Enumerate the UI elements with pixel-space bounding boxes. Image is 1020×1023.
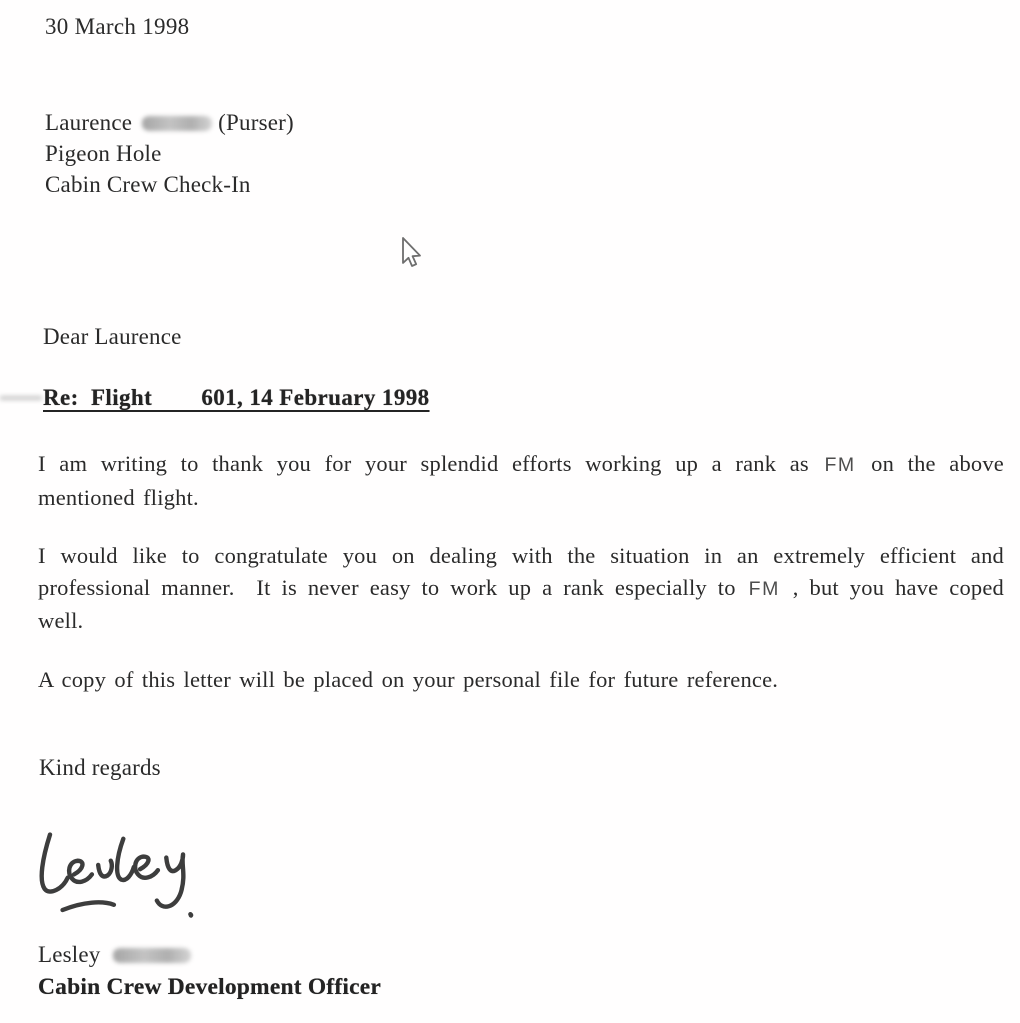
paragraph-1-text-a: I am writing to thank you for your splendid efforts working up a rank as — [38, 451, 809, 476]
recipient-address-line-1: Pigeon Hole — [45, 141, 162, 166]
mouse-cursor-icon — [398, 236, 424, 275]
fm-rank-label: FM — [824, 454, 856, 476]
paragraph-1-text-b: on the above mentioned flight. — [38, 451, 1004, 510]
handwritten-signature — [33, 822, 243, 937]
paragraph-2-text-b: , but you have coped well. — [38, 574, 1005, 633]
sender-title: Cabin Crew Development Officer — [38, 974, 381, 1000]
paragraph-2-text-a: I would like to congratulate you on dealing with the situation in an extremely efficient and professional manner. It is never easy to work up a rank especially to — [38, 543, 1004, 600]
subject-line: Re: Flight 601, 14 February 1998 — [43, 385, 430, 410]
recipient-address-line-2: Cabin Crew Check-In — [45, 172, 251, 197]
fm-rank-label: FM — [748, 577, 780, 600]
recipient-role: (Purser) — [218, 110, 294, 135]
closing-line: Kind regards — [39, 755, 161, 780]
sender-block — [38, 939, 381, 1003]
sender-first-name: Lesley — [38, 942, 101, 967]
paragraph-3: A copy of this letter will be placed on your personal file for future reference. — [38, 667, 779, 692]
redacted-surname — [142, 116, 212, 131]
recipient-first-name: Laurence — [45, 110, 133, 135]
recipient-name-line — [45, 107, 294, 138]
recipient-block — [45, 107, 294, 200]
letter-date: 30 March 1998 — [45, 14, 190, 39]
sender-name-line — [38, 939, 381, 971]
scan-smudge-artifact — [0, 396, 42, 400]
redacted-surname — [113, 948, 191, 963]
paragraph-1 — [38, 448, 1004, 513]
salutation: Dear Laurence — [43, 324, 182, 349]
paragraph-2 — [38, 540, 1004, 637]
